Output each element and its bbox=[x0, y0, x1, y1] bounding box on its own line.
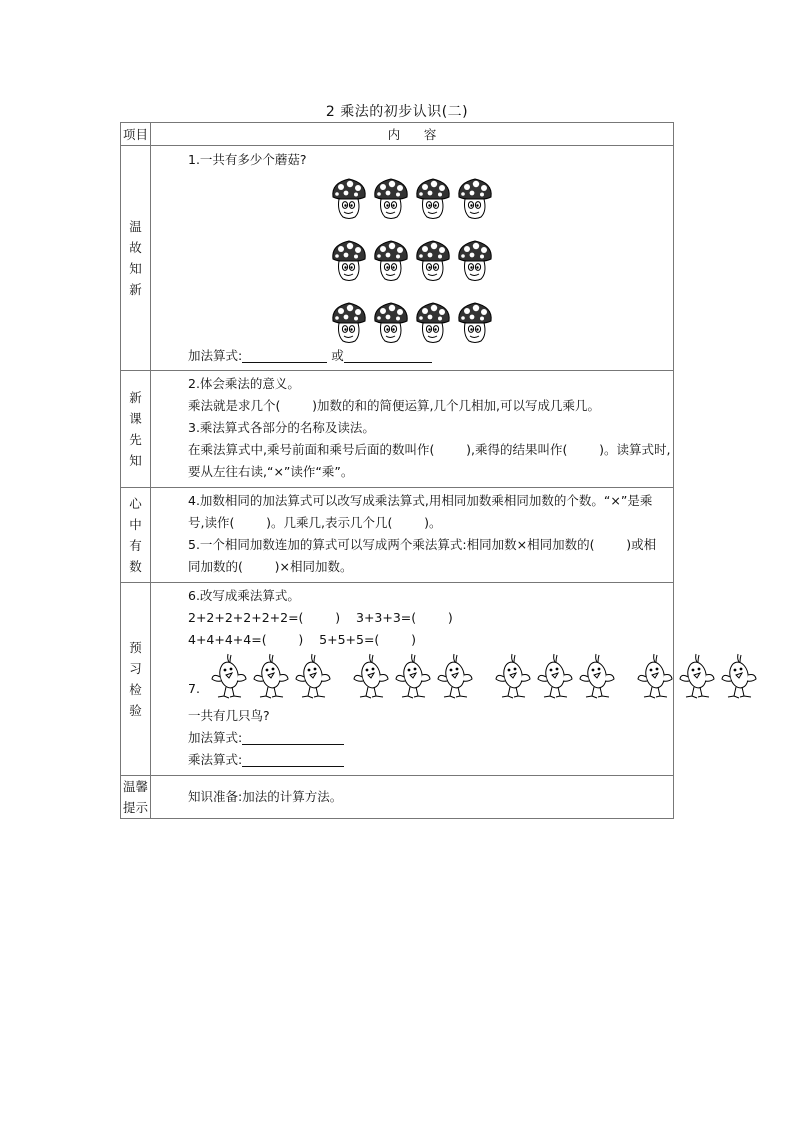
text-line: 乘法就是求几个( )加数的和的简便运算,几个几相加,可以写成几乘几。 bbox=[188, 398, 600, 413]
keypoints-row bbox=[121, 488, 674, 583]
q6-row2: 4+4+4+4=( ) 5+5+5=( ) bbox=[188, 632, 416, 647]
preview-content bbox=[151, 583, 674, 776]
review-content bbox=[151, 146, 674, 371]
text-line: 在乘法算式中,乘号前面和乘号后面的数叫作( ),乘得的结果叫作( )。读算式时, bbox=[188, 442, 671, 457]
mushroom-icon bbox=[329, 175, 369, 221]
review-question: 1.一共有多少个蘑菇? bbox=[188, 152, 307, 167]
bird-icon bbox=[534, 651, 576, 701]
mushroom-row bbox=[329, 175, 673, 221]
mushroom-icon bbox=[455, 237, 495, 283]
mushroom-icon bbox=[329, 299, 369, 345]
q6-row1: 2+2+2+2+2+2=( ) 3+3+3=( ) bbox=[188, 610, 453, 625]
mushroom-icon bbox=[371, 175, 411, 221]
bird-group bbox=[350, 651, 476, 701]
bird-icon bbox=[676, 651, 718, 701]
bird-icon bbox=[492, 651, 534, 701]
alt-expr-blank[interactable] bbox=[344, 348, 432, 363]
mushroom-icon bbox=[329, 237, 369, 283]
mushroom-row bbox=[329, 237, 673, 283]
bird-group bbox=[208, 651, 334, 701]
q7-add-blank[interactable] bbox=[242, 730, 344, 745]
bird-icon bbox=[634, 651, 676, 701]
worksheet-table bbox=[120, 122, 674, 819]
keypoints-label: 心 中 有 数 bbox=[121, 488, 151, 583]
mushroom-icon bbox=[413, 175, 453, 221]
q6-title: 6.改写成乘法算式。 bbox=[188, 588, 300, 603]
newlesson-label: 新 课 先 知 bbox=[121, 371, 151, 488]
tips-row bbox=[121, 776, 674, 819]
tips-content bbox=[151, 776, 674, 819]
bird-icon bbox=[718, 651, 760, 701]
mushroom-icon bbox=[371, 299, 411, 345]
add-expr-label: 加法算式: bbox=[188, 348, 243, 363]
header-content: 内 容 bbox=[151, 123, 674, 146]
q7-mul-line: 乘法算式: bbox=[188, 749, 673, 771]
mushroom-row bbox=[329, 299, 673, 345]
q7-question: 一共有几只鸟? bbox=[188, 708, 270, 723]
review-label: 温 故 知 新 bbox=[121, 146, 151, 371]
bird-icon bbox=[434, 651, 476, 701]
text-line: 3.乘法算式各部分的名称及读法。 bbox=[188, 420, 375, 435]
bird-icon bbox=[576, 651, 618, 701]
header-item: 项目 bbox=[121, 123, 151, 146]
newlesson-row bbox=[121, 371, 674, 488]
header-row bbox=[121, 123, 674, 146]
text-line: 2.体会乘法的意义。 bbox=[188, 376, 300, 391]
q7-add-line: 加法算式: bbox=[188, 727, 673, 749]
review-answer-line bbox=[151, 345, 673, 370]
page-title: 2 乘法的初步认识(二) bbox=[325, 104, 469, 120]
bird-icon bbox=[350, 651, 392, 701]
mushroom-icon bbox=[455, 299, 495, 345]
text-line: 4.加数相同的加法算式可以改写成乘法算式,用相同加数乘相同加数的个数。“×”是乘号,读作( )。几乘几,表示几个几( )。 bbox=[188, 493, 653, 530]
bird-group bbox=[634, 651, 760, 701]
bird-icon bbox=[250, 651, 292, 701]
q7-number: 7. bbox=[188, 681, 200, 696]
text-line: 5.一个相同加数连加的算式可以写成两个乘法算式:相同加数×相同加数的( )或相同加数的( )×相同加数。 bbox=[188, 537, 657, 574]
bird-icon bbox=[392, 651, 434, 701]
preview-label: 预 习 检 验 bbox=[121, 583, 151, 776]
keypoints-content bbox=[151, 488, 674, 583]
bird-icon bbox=[292, 651, 334, 701]
review-row bbox=[121, 146, 674, 371]
text-line: 要从左往右读,“×”读作“乘”。 bbox=[188, 464, 354, 479]
bird-icon bbox=[208, 651, 250, 701]
newlesson-content bbox=[151, 371, 674, 488]
add-expr-blank[interactable] bbox=[242, 348, 327, 363]
mushroom-grid bbox=[151, 175, 673, 345]
tips-label: 温馨 提示 bbox=[121, 776, 151, 819]
or-label: 或 bbox=[331, 348, 344, 363]
mushroom-icon bbox=[371, 237, 411, 283]
mushroom-icon bbox=[455, 175, 495, 221]
q7-mul-blank[interactable] bbox=[242, 752, 344, 767]
preview-row bbox=[121, 583, 674, 776]
bird-group bbox=[492, 651, 618, 701]
mushroom-icon bbox=[413, 299, 453, 345]
mushroom-icon bbox=[413, 237, 453, 283]
bird-strip bbox=[208, 651, 776, 701]
tips-text: 知识准备:加法的计算方法。 bbox=[188, 789, 343, 804]
